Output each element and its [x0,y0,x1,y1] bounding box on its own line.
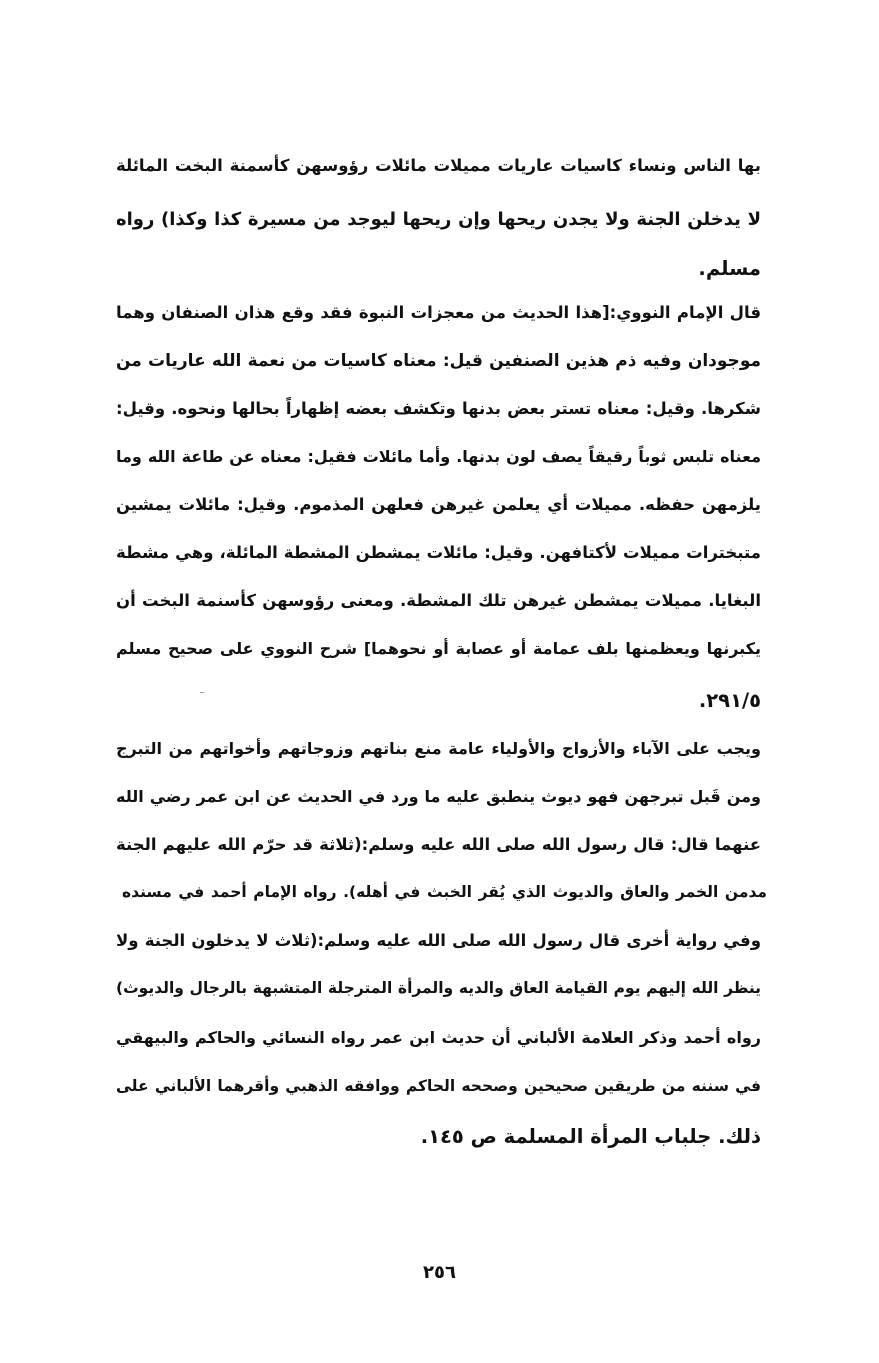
text-line: مدمن الخمر والعاق والديوث الذي يُقر الخبث في أهله). رواه الإمام أحمد في مسنده [122,883,767,901]
text-line: موجودان وفيه ذم هذين الصنفين قيل: معناه كاسيات من نعمة الله عاريات من [116,351,761,371]
text-line: عنهما قال: قال رسول الله صلى الله عليه وسلم:(ثلاثة قد حرّم الله عليهم الجنة [116,835,761,854]
text-line: مسلم. [698,257,761,280]
text-line: في سننه من طريقين صحيحين وصححه الحاكم ووافقه الذهبي وأقرهما الألباني على [116,1077,761,1095]
text-line: يكبرنها ويعظمنها بلف عمامة أو عصابة أو نحوهما] شرح النووي على صحيح مسلم [116,639,761,658]
text-line: متبخترات مميلات لأكتافهن. وقيل: مائلات يمشطن المشطة المائلة، وهي مشطة [116,543,761,562]
text-line: ويجب على الآباء والأزواج والأولياء عامة منع بناتهم وزوجاتهم وأخواتهم من التبرج [116,739,761,758]
page-number: ٢٥٦ [423,1262,456,1283]
text-line: يلزمهن حفظه. مميلات أي يعلمن غيرهن فعلهن المذموم. وقيل: مائلات يمشين [116,495,761,514]
text-line: لا يدخلن الجنة ولا يجدن ريحها وإن ريحها ليوجد من مسيرة كذا وكذا) رواه [116,209,761,230]
text-line: البغايا. مميلات يمشطن غيرهن تلك المشطة. ومعنى رؤوسهن كأسنمة البخت أن [116,591,761,610]
text-line: ينظر الله إليهم يوم القيامة العاق والديه والمرأة المترجلة المتشبهة بالرجال والديوث) [116,979,761,997]
text-line: شكرها. وقيل: معناه تستر بعض بدنها وتكشف بعضه إظهاراً بحالها ونحوه. وقيل: [116,399,761,418]
text-line: ومن قَبل تبرجهن فهو ديوث ينطبق عليه ما ورد في الحديث عن ابن عمر رضي الله [116,787,761,806]
text-line: ٢٩١/٥. [698,689,761,712]
text-line: وفي رواية أخرى قال رسول الله صلى الله عليه وسلم:(ثلاث لا يدخلون الجنة ولا [116,931,761,950]
text-line: معناه تلبس ثوباً رقيقاً يصف لون بدنها. وأما مائلات فقيل: معناه عن طاعة الله وما [116,447,761,466]
text-line: ذلك. جلباب المرأة المسلمة ص ١٤٥. [420,1125,761,1148]
text-line: قال الإمام النووي:[هذا الحديث من معجزات النبوة فقد وقع هذان الصنفان وهما [116,303,761,322]
text-line: بها الناس ونساء كاسيات عاريات مميلات مائلات رؤوسهن كأسمنة البخت المائلة [116,156,761,175]
scan-speck [200,692,204,693]
text-line: رواه أحمد وذكر العلامة الألباني أن حديث ابن عمر رواه النسائي والحاكم والبيهقي [116,1028,761,1047]
